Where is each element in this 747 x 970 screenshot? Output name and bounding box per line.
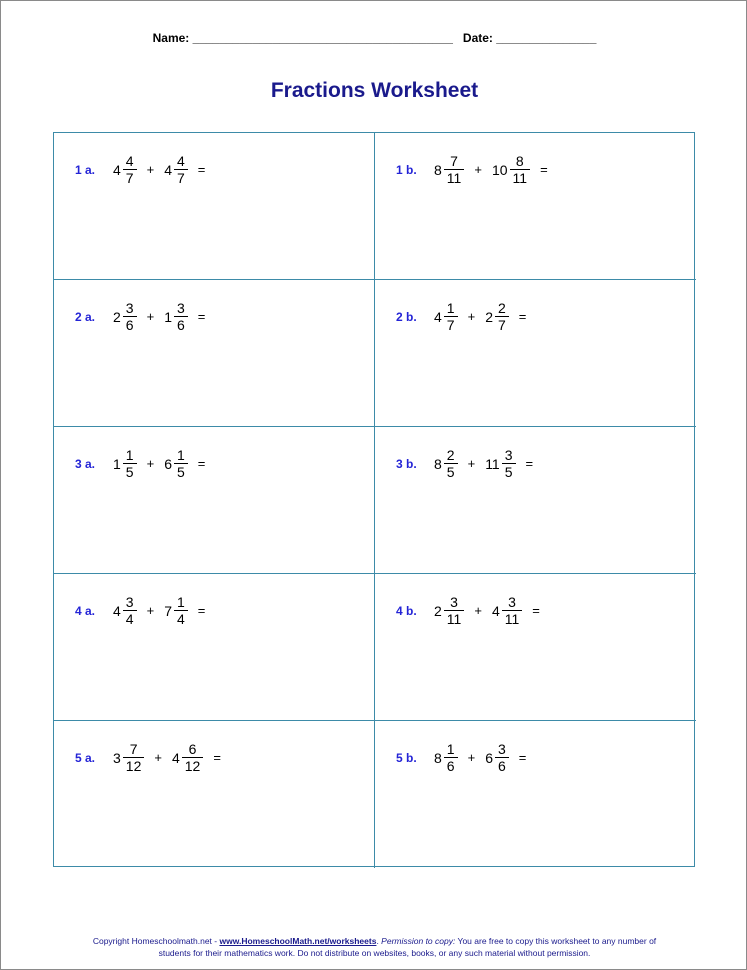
equals-sign: =	[197, 603, 206, 618]
equals-sign: =	[532, 603, 540, 618]
fraction	[123, 153, 137, 186]
plus-operator: +	[467, 309, 476, 324]
denominator: 4	[123, 610, 137, 627]
problem-cell	[375, 280, 696, 427]
equals-sign: =	[518, 750, 527, 765]
problem-cell	[54, 574, 375, 721]
numerator: 3	[450, 594, 458, 610]
equals-sign: =	[197, 456, 206, 471]
denominator: 7	[444, 316, 458, 333]
numerator: 4	[125, 153, 134, 169]
numerator: 1	[125, 447, 134, 463]
whole-part: 8	[434, 455, 442, 472]
page-title: Fractions Worksheet	[270, 79, 479, 102]
denominator: 7	[495, 316, 509, 333]
problem-label: 5 b.	[396, 750, 417, 765]
fraction	[502, 447, 516, 480]
fraction	[495, 300, 509, 333]
whole-part: 11	[485, 455, 500, 472]
mixed-number	[492, 153, 530, 186]
mixed-number	[485, 447, 515, 480]
fraction	[444, 300, 458, 333]
denominator: 5	[444, 463, 458, 480]
plus-operator: +	[467, 456, 476, 471]
problem-label: 5 a.	[75, 750, 96, 765]
problem-label: 3 a.	[75, 456, 96, 471]
denominator: 6	[444, 757, 458, 774]
mixed-number	[172, 741, 203, 774]
plus-operator: +	[467, 750, 476, 765]
mixed-number	[485, 741, 509, 774]
whole-part: 1	[113, 455, 121, 472]
mixed-number	[434, 153, 464, 186]
fraction	[444, 447, 458, 480]
problem-cell	[54, 280, 375, 427]
footer-copyright	[81, 935, 668, 959]
problem-label: 1 a.	[75, 162, 96, 177]
problem	[75, 594, 205, 627]
whole-part: 1	[164, 308, 172, 325]
equals-sign: =	[540, 162, 548, 177]
whole-part: 3	[113, 749, 121, 766]
numerator: 3	[504, 447, 513, 463]
mixed-number	[164, 594, 188, 627]
mixed-number	[113, 594, 137, 627]
whole-part: 6	[164, 455, 172, 472]
mixed-number	[113, 447, 137, 480]
whole-part: 8	[434, 749, 442, 766]
fraction	[182, 741, 204, 774]
denominator: 5	[502, 463, 516, 480]
equals-sign: =	[213, 750, 221, 765]
plus-operator: +	[146, 162, 155, 177]
fraction	[174, 153, 188, 186]
fraction	[123, 594, 137, 627]
mixed-number	[434, 741, 458, 774]
plus-operator: +	[146, 603, 155, 618]
permission-text: You are free to copy this worksheet to any number of students for their mathematics work. Do not distribute on websites, books, or any such material without permission.	[158, 936, 657, 958]
fraction	[174, 300, 188, 333]
whole-part: 2	[113, 308, 121, 325]
problem	[75, 300, 205, 333]
problem-cell	[54, 133, 375, 280]
mixed-number	[164, 300, 188, 333]
numerator: 7	[129, 741, 138, 757]
problem-label: 2 a.	[75, 309, 96, 324]
numerator: 3	[125, 300, 134, 316]
fraction	[123, 447, 137, 480]
problem	[396, 447, 533, 480]
fraction	[174, 594, 188, 627]
mixed-number	[434, 594, 464, 627]
whole-part: 2	[434, 602, 442, 619]
whole-part: 4	[113, 602, 121, 619]
numerator: 1	[446, 741, 455, 757]
problem-cell	[375, 721, 696, 868]
denominator: 11	[444, 169, 465, 186]
numerator: 3	[508, 594, 516, 610]
numerator: 3	[125, 594, 134, 610]
whole-part: 6	[485, 749, 493, 766]
denominator: 6	[495, 757, 509, 774]
permission-label: Permission to copy:	[381, 936, 456, 946]
numerator: 2	[497, 300, 506, 316]
problem	[396, 300, 526, 333]
denominator: 7	[123, 169, 137, 186]
fraction	[510, 153, 531, 186]
denominator: 4	[174, 610, 188, 627]
equals-sign: =	[525, 456, 534, 471]
problem-label: 1 b.	[396, 162, 417, 177]
problem	[75, 741, 221, 774]
denominator: 7	[174, 169, 188, 186]
whole-part: 2	[485, 308, 493, 325]
whole-part: 7	[164, 602, 172, 619]
fraction	[495, 741, 509, 774]
numerator: 7	[450, 153, 458, 169]
problem	[396, 153, 548, 186]
mixed-number	[434, 300, 458, 333]
denominator: 11	[510, 169, 531, 186]
numerator: 6	[188, 741, 197, 757]
mixed-number	[113, 153, 137, 186]
mixed-number	[164, 153, 188, 186]
fraction	[123, 300, 137, 333]
numerator: 3	[176, 300, 185, 316]
denominator: 6	[123, 316, 137, 333]
numerator: 3	[497, 741, 506, 757]
denominator: 5	[174, 463, 188, 480]
problem-cell	[54, 427, 375, 574]
plus-operator: +	[154, 750, 162, 765]
denominator: 11	[502, 610, 523, 627]
copyright-text: Copyright Homeschoolmath.net -	[92, 936, 220, 946]
plus-operator: +	[474, 162, 482, 177]
problem-label: 3 b.	[396, 456, 417, 471]
whole-part: 4	[434, 308, 442, 325]
fraction	[444, 153, 465, 186]
worksheets-link[interactable]: www.HomeschoolMath.net/worksheets	[219, 936, 377, 946]
fraction	[444, 594, 465, 627]
problem	[75, 447, 205, 480]
whole-part: 4	[491, 602, 500, 619]
plus-operator: +	[146, 456, 155, 471]
numerator: 1	[176, 594, 185, 610]
numerator: 4	[176, 153, 185, 169]
equals-sign: =	[197, 309, 206, 324]
problem	[75, 153, 205, 186]
name-date-line: Name: _______________________________________ Date: _______________	[152, 31, 597, 45]
equals-sign: =	[518, 309, 527, 324]
fraction	[174, 447, 188, 480]
mixed-number	[434, 447, 458, 480]
numerator: 1	[176, 447, 185, 463]
denominator: 11	[444, 610, 465, 627]
whole-part: 4	[171, 749, 180, 766]
problem-grid	[53, 132, 695, 867]
mixed-number	[113, 741, 144, 774]
numerator: 1	[446, 300, 455, 316]
whole-part: 4	[113, 161, 121, 178]
numerator: 2	[446, 447, 455, 463]
footer-separator: .	[376, 936, 382, 946]
problem	[396, 741, 526, 774]
mixed-number	[485, 300, 509, 333]
equals-sign: =	[197, 162, 206, 177]
problem-label: 4 b.	[396, 603, 417, 618]
mixed-number	[492, 594, 522, 627]
whole-part: 10	[491, 161, 508, 178]
mixed-number	[113, 300, 137, 333]
problem-label: 2 b.	[396, 309, 417, 324]
fraction	[444, 741, 458, 774]
denominator: 6	[174, 316, 188, 333]
fraction	[502, 594, 523, 627]
problem-label: 4 a.	[75, 603, 96, 618]
numerator: 8	[515, 153, 524, 169]
whole-part: 8	[434, 161, 442, 178]
problem-cell	[54, 721, 375, 868]
plus-operator: +	[474, 603, 482, 618]
denominator: 5	[123, 463, 137, 480]
problem	[396, 594, 540, 627]
fraction	[123, 741, 145, 774]
plus-operator: +	[146, 309, 155, 324]
whole-part: 4	[164, 161, 172, 178]
mixed-number	[164, 447, 188, 480]
denominator: 12	[123, 757, 145, 774]
problem-cell	[375, 133, 696, 280]
problem-cell	[375, 574, 696, 721]
denominator: 12	[182, 757, 204, 774]
problem-cell	[375, 427, 696, 574]
